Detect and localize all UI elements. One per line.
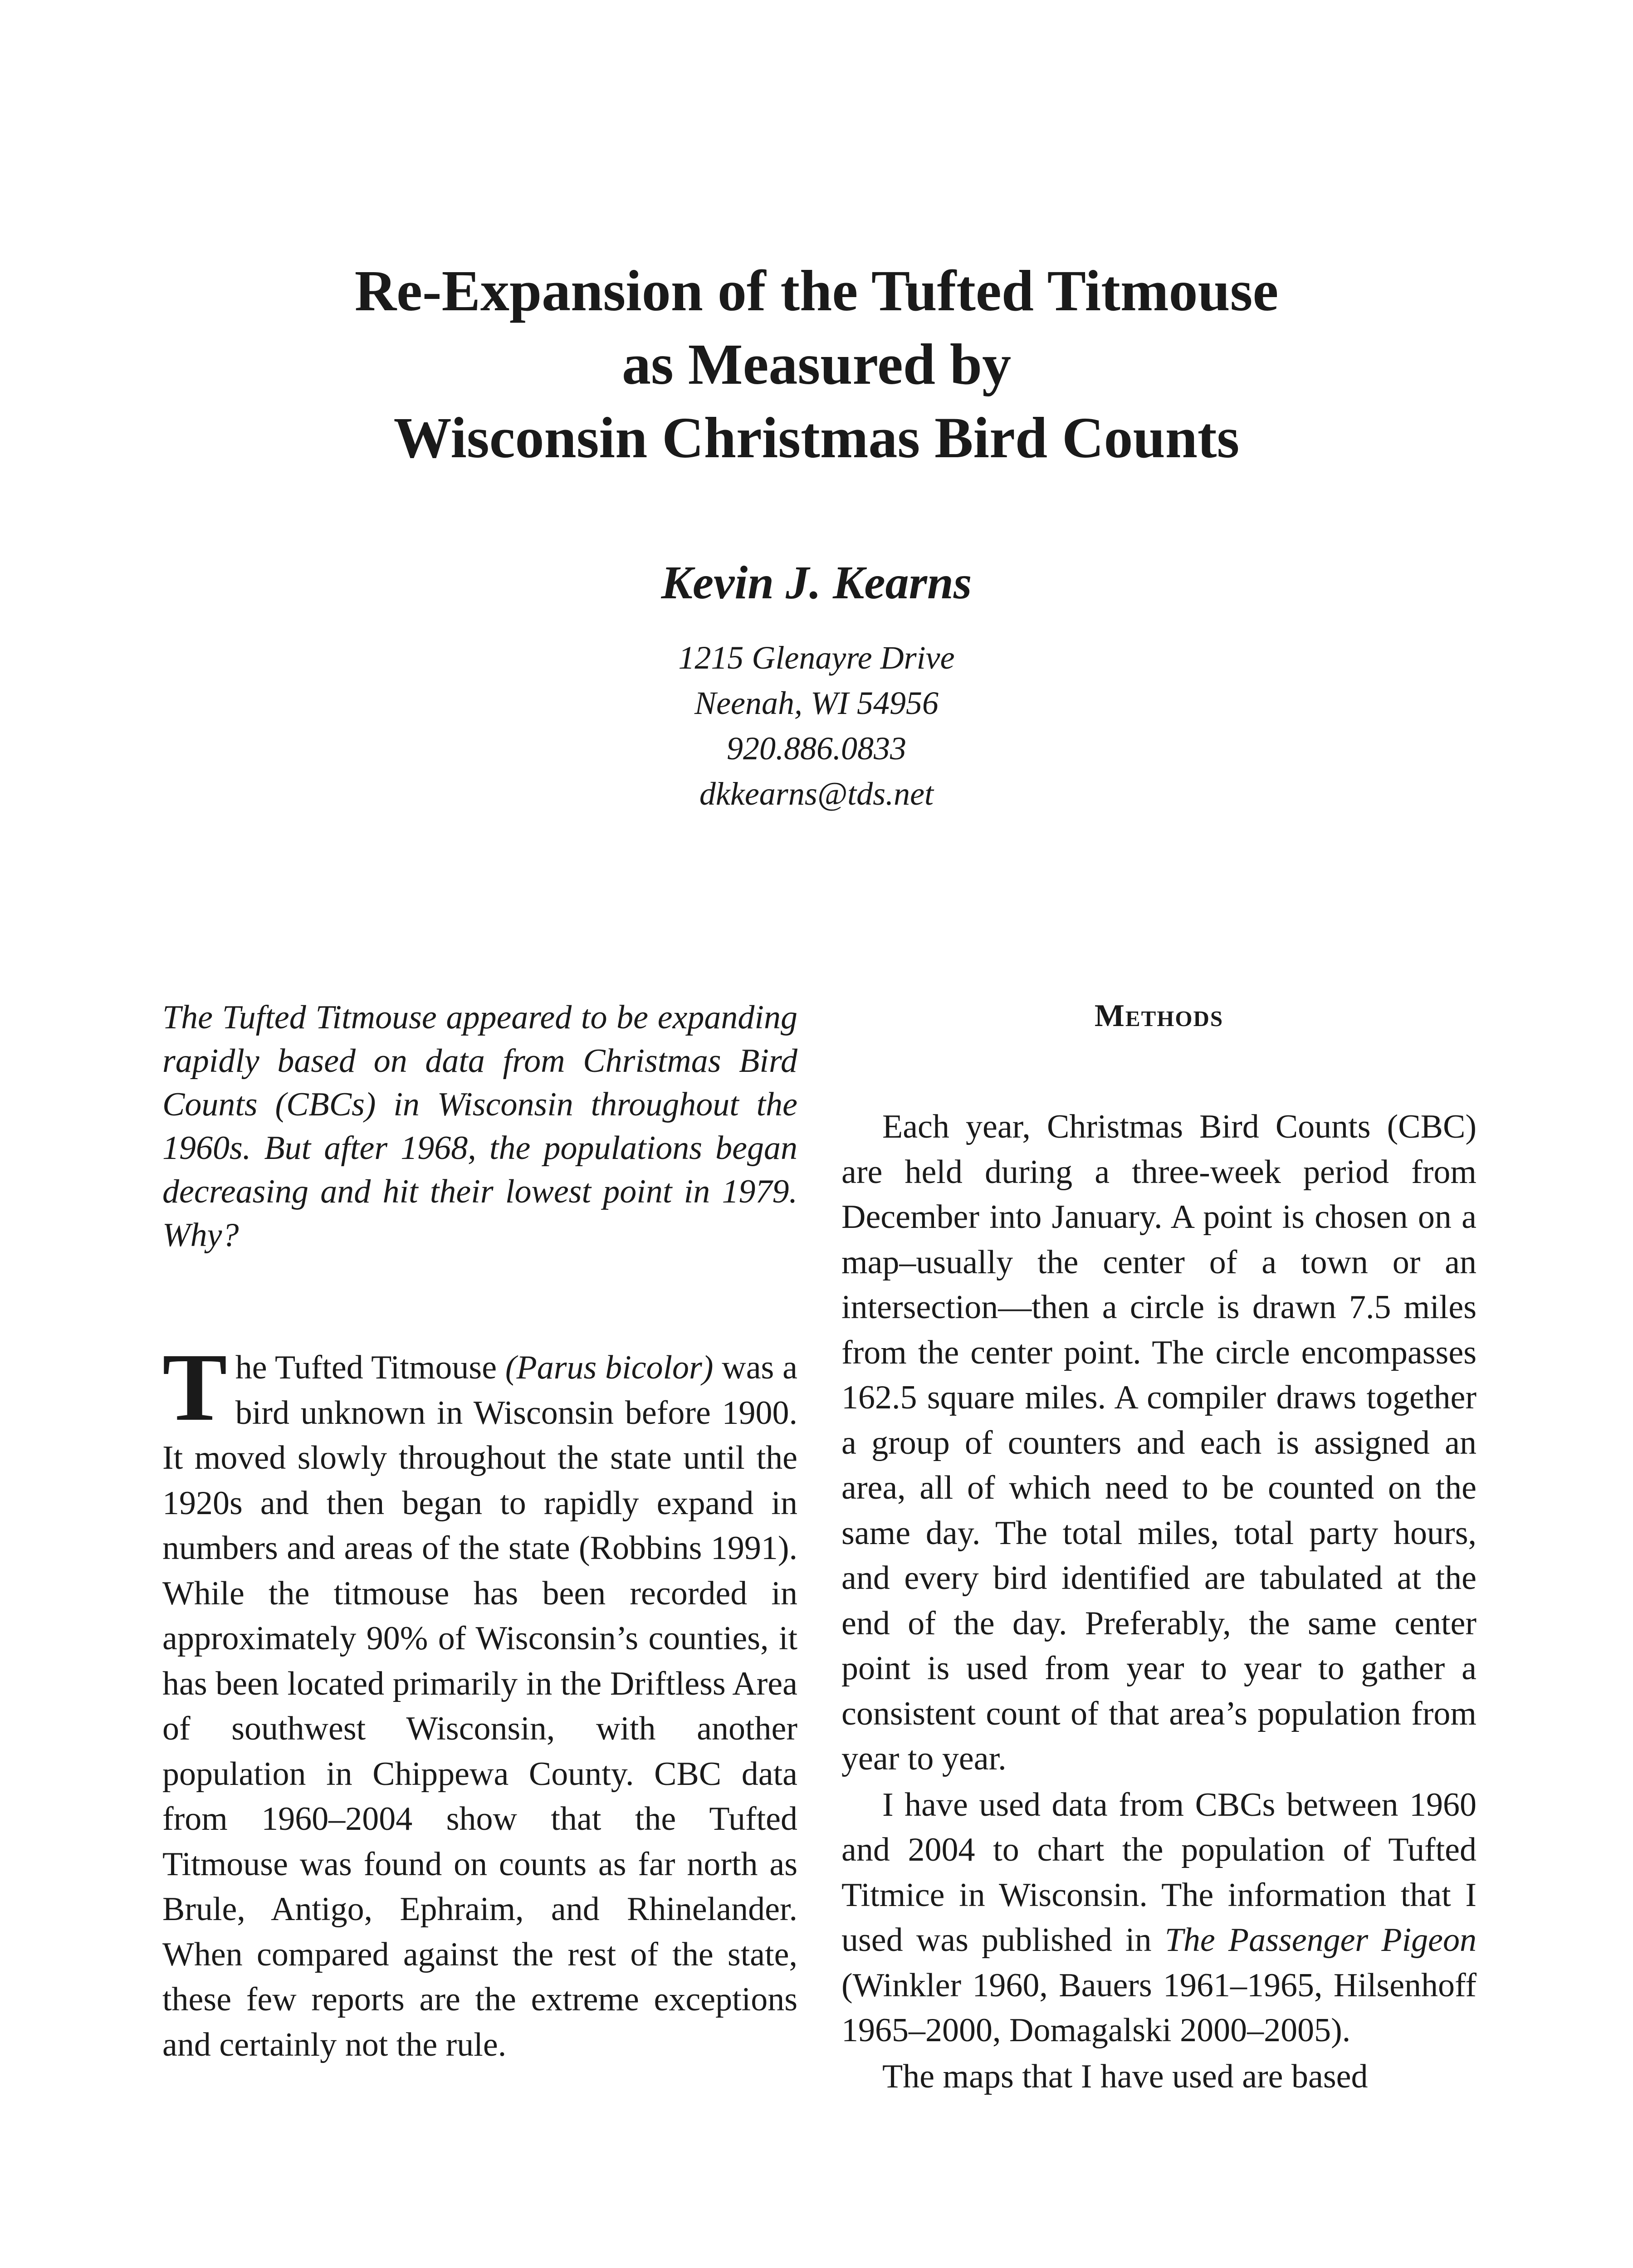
- address-email: dkkearns@tds.net: [699, 776, 934, 812]
- right-column: [841, 998, 1477, 2100]
- address-phone: 920.886.0833: [727, 730, 906, 767]
- methods-heading: Methods: [1094, 998, 1224, 1033]
- methods-paragraph-3: The maps that I have used are based: [882, 2058, 1368, 2095]
- article-title: [136, 254, 1497, 474]
- species-name: (Parus bicolor): [505, 1349, 714, 1386]
- methods-paragraph-1: Each year, Christmas Bird Counts (CBC) are held during a three-week period from December into January. A point is chosen on a map–usually the center of a town or an intersection—then a circle is drawn 7.5 miles from the center point. The circle encompasses 162.5 square miles. A compiler draws together a group of counters and each is assigned an area, all of which need to be counted on the same day. The total miles, total party hours, and every bird identified are tabulated at the end of the day. Preferably, the same center point is used from year to year to gather a consistent count of that area’s population from year to year.: [841, 1108, 1477, 1777]
- abstract: The Tufted Titmouse appeared to be expanding rapidly based on data from Christmas Bird Counts (CBCs) in Wisconsin throughout the 1960s. But after 1968, the populations began decreasing and hit their lowest point in 1979. Why?: [162, 999, 797, 1254]
- methods-paragraph-2-start: I have used data from CBCs between 1960 and 2004 to chart the population of Tufted Titmice in Wisconsin. The information that I used was published in: [841, 1786, 1477, 1959]
- title-line-1: Re-Expansion of the Tufted Titmouse: [354, 259, 1279, 323]
- intro-body: was a bird unknown in Wisconsin before 1900. It moved slowly throughout the state until the 1920s and then began to rapidly expand in numbers and areas of the state (Robbins 1991). While the titmouse has been recorded in approximately 90% of Wisconsin’s counties, it has been located primarily in the Driftless Area of southwest Wisconsin, with another population in Chippewa County. CBC data from 1960–2004 show that the Tufted Titmouse was found on counts as far north as Brule, Antigo, Ephraim, and Rhinelander. When compared against the rest of the state, these few reports are the extreme exceptions and certainly not the rule.: [162, 1349, 797, 2063]
- address-street: 1215 Glenayre Drive: [678, 640, 955, 676]
- title-line-2: as Measured by: [621, 332, 1012, 396]
- title-line-3: Wisconsin Christmas Bird Counts: [393, 406, 1240, 470]
- intro-paragraph: [162, 1334, 797, 2068]
- journal-name: The Passenger Pigeon: [1164, 1921, 1477, 1959]
- author-address: [136, 635, 1497, 816]
- methods-paragraph-2-end: (Winkler 1960, Bauers 1961–1965, Hilsenhoff 1965–2000, Domagalski 2000–2005).: [841, 1966, 1477, 2049]
- drop-cap: T: [162, 1334, 227, 1441]
- left-column: [162, 996, 797, 2068]
- address-city: Neenah, WI 54956: [694, 685, 939, 721]
- author-name: Kevin J. Kearns: [661, 557, 972, 609]
- methods-paragraph-2: [841, 1783, 1477, 2053]
- intro-lead: he Tufted Titmouse: [235, 1349, 505, 1386]
